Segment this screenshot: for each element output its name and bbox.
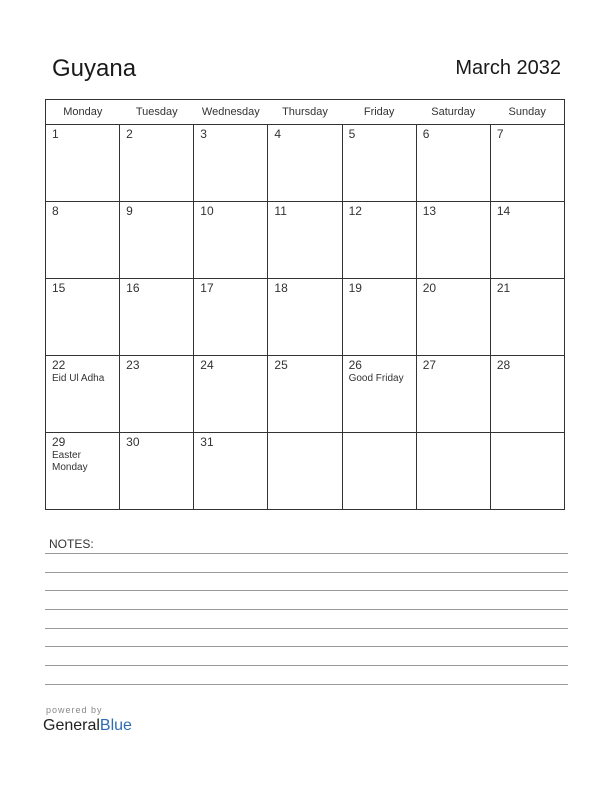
weekday-header-row [46, 100, 565, 125]
day-cell [268, 202, 342, 279]
day-cell [194, 279, 268, 356]
day-cell [120, 279, 194, 356]
note-line [45, 609, 568, 610]
notes-label: NOTES: [49, 537, 94, 551]
day-cell [268, 356, 342, 433]
day-number: 14 [496, 204, 511, 218]
note-line [45, 590, 568, 591]
day-cell [490, 356, 564, 433]
weekday-header: Saturday [416, 100, 490, 125]
holiday-label: Good Friday [348, 373, 404, 384]
day-cell [490, 125, 564, 202]
day-number: 12 [348, 204, 362, 218]
day-number: 23 [126, 358, 140, 372]
day-cell [416, 356, 490, 433]
day-cell [342, 356, 416, 433]
note-line [45, 628, 568, 629]
day-number: 4 [274, 127, 282, 141]
day-cell [416, 202, 490, 279]
day-number: 10 [200, 204, 214, 218]
month-title: March 2032 [455, 57, 561, 79]
day-cell [194, 433, 268, 510]
day-number: 8 [52, 204, 59, 218]
day-number: 30 [126, 435, 140, 449]
week-row [46, 202, 565, 279]
note-line [45, 572, 568, 573]
day-number: 24 [200, 358, 214, 372]
day-number: 2 [126, 127, 133, 141]
weekday-header: Friday [342, 100, 416, 125]
day-number: 29 [52, 435, 66, 449]
day-cell [46, 433, 120, 510]
weekday-header: Tuesday [120, 100, 194, 125]
day-number: 9 [126, 204, 133, 218]
week-row [46, 279, 565, 356]
day-cell [416, 279, 490, 356]
day-number: 19 [348, 281, 362, 295]
week-row [46, 125, 565, 202]
week-row [46, 356, 565, 433]
weekday-header: Sunday [490, 100, 564, 125]
weekday-header: Monday [46, 100, 120, 125]
day-cell [120, 356, 194, 433]
day-number: 28 [496, 358, 511, 372]
day-number: 25 [274, 358, 288, 372]
day-number: 16 [126, 281, 140, 295]
weekday-header: Thursday [268, 100, 342, 125]
day-number: 21 [496, 281, 511, 295]
day-cell [46, 356, 120, 433]
note-line [45, 646, 568, 647]
day-number: 7 [496, 127, 504, 141]
day-number: 3 [200, 127, 207, 141]
week-row [46, 433, 565, 510]
day-cell [194, 202, 268, 279]
day-cell [268, 125, 342, 202]
note-line [45, 665, 568, 666]
day-cell [490, 279, 564, 356]
weekday-header: Wednesday [194, 100, 268, 125]
holiday-label: Eid Ul Adha [52, 373, 105, 384]
day-cell [268, 279, 342, 356]
day-cell [46, 279, 120, 356]
day-cell [342, 279, 416, 356]
day-cell [342, 202, 416, 279]
day-number: 6 [422, 127, 430, 141]
generalblue-logo [43, 717, 132, 735]
day-number: 22 [52, 358, 66, 372]
day-number: 15 [52, 281, 66, 295]
day-number: 5 [348, 127, 356, 141]
calendar-grid [45, 99, 565, 510]
day-cell [268, 433, 342, 510]
day-number: 27 [422, 358, 437, 372]
day-number: 1 [52, 127, 59, 141]
day-cell [342, 125, 416, 202]
day-cell [490, 202, 564, 279]
day-number: 20 [422, 281, 437, 295]
day-cell [46, 125, 120, 202]
day-cell [46, 202, 120, 279]
holiday-label: Easter Monday [52, 450, 88, 473]
note-line [45, 553, 568, 554]
note-line [45, 684, 568, 685]
day-cell [194, 125, 268, 202]
day-cell [416, 125, 490, 202]
day-cell [120, 433, 194, 510]
day-number: 31 [200, 435, 214, 449]
day-number: 13 [422, 204, 437, 218]
day-number: 17 [200, 281, 214, 295]
brand-blue: Blue [99, 717, 132, 734]
powered-by-text: powered by [46, 705, 103, 715]
day-cell [120, 125, 194, 202]
day-number: 18 [274, 281, 288, 295]
day-cell [490, 433, 564, 510]
day-number: 11 [274, 204, 287, 218]
day-cell [120, 202, 194, 279]
day-cell [194, 356, 268, 433]
country-title: Guyana [52, 55, 137, 82]
day-cell [342, 433, 416, 510]
day-number: 26 [348, 358, 362, 372]
day-cell [416, 433, 490, 510]
brand-general: General [43, 717, 100, 734]
